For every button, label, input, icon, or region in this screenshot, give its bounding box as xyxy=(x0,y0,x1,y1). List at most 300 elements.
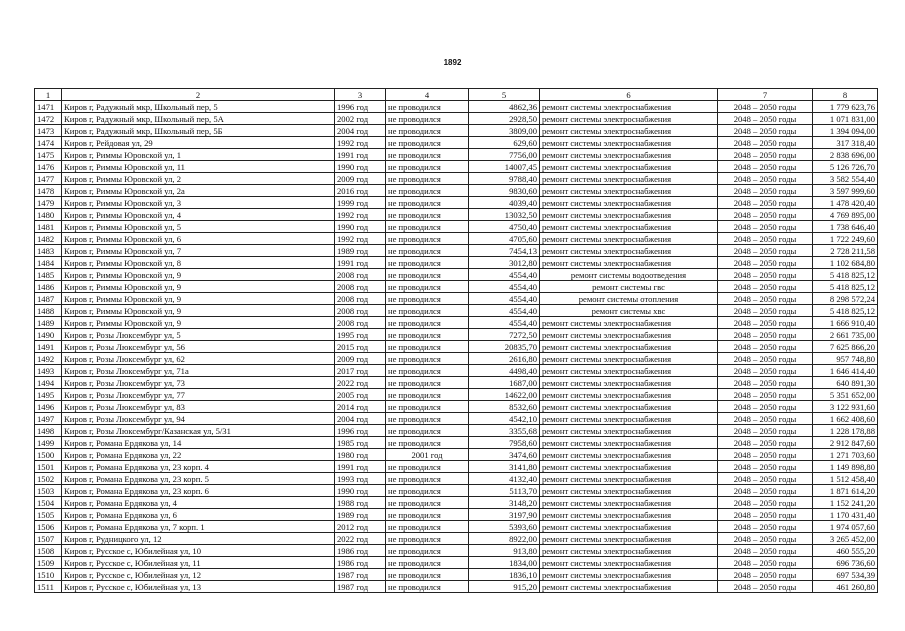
cell-cost: 3 597 999,60 xyxy=(813,185,878,197)
cell-address: Киров г, Риммы Юровской ул, 4 xyxy=(62,209,335,221)
cell-row-number: 1480 xyxy=(35,209,62,221)
cell-row-number: 1502 xyxy=(35,473,62,485)
cell-row-number: 1485 xyxy=(35,269,62,281)
cell-row-number: 1494 xyxy=(35,377,62,389)
cell-cost: 2 912 847,60 xyxy=(813,437,878,449)
cell-address: Киров г, Рейдовая ул, 29 xyxy=(62,137,335,149)
cell-area: 14007,45 xyxy=(469,161,540,173)
cell-construction-year: 1993 год xyxy=(335,473,386,485)
table-row xyxy=(35,581,878,593)
header-row xyxy=(35,89,878,101)
cell-last-repair-year: не проводился xyxy=(386,113,469,125)
cell-area: 5113,70 xyxy=(469,485,540,497)
cell-cost: 2 838 696,00 xyxy=(813,149,878,161)
cell-planned-period: 2048 – 2050 годы xyxy=(718,209,813,221)
cell-work-type: ремонт системы гвс xyxy=(540,281,718,293)
cell-last-repair-year: не проводился xyxy=(386,365,469,377)
table-row xyxy=(35,353,878,365)
cell-last-repair-year: не проводился xyxy=(386,545,469,557)
cell-planned-period: 2048 – 2050 годы xyxy=(718,245,813,257)
cell-construction-year: 1991 год xyxy=(335,257,386,269)
cell-area: 3474,60 xyxy=(469,449,540,461)
cell-area: 7454,13 xyxy=(469,245,540,257)
cell-area: 1687,00 xyxy=(469,377,540,389)
cell-work-type: ремонт системы электроснабжения xyxy=(540,545,718,557)
cell-planned-period: 2048 – 2050 годы xyxy=(718,221,813,233)
cell-area: 4554,40 xyxy=(469,281,540,293)
cell-area: 3141,80 xyxy=(469,461,540,473)
cell-work-type: ремонт системы электроснабжения xyxy=(540,149,718,161)
cell-area: 3012,80 xyxy=(469,257,540,269)
table-row xyxy=(35,329,878,341)
cell-address: Киров г, Риммы Юровской ул, 3 xyxy=(62,197,335,209)
table-row xyxy=(35,137,878,149)
cell-row-number: 1495 xyxy=(35,389,62,401)
cell-row-number: 1471 xyxy=(35,101,62,113)
cell-address: Киров г, Риммы Юровской ул, 2 xyxy=(62,173,335,185)
cell-row-number: 1503 xyxy=(35,485,62,497)
cell-work-type: ремонт системы электроснабжения xyxy=(540,221,718,233)
cell-work-type: ремонт системы электроснабжения xyxy=(540,365,718,377)
cell-cost: 317 318,40 xyxy=(813,137,878,149)
cell-address: Киров г, Радужный мкр, Школьный пер, 5А xyxy=(62,113,335,125)
cell-construction-year: 1996 год xyxy=(335,425,386,437)
table-row xyxy=(35,221,878,233)
cell-last-repair-year: не проводился xyxy=(386,137,469,149)
cell-last-repair-year: не проводился xyxy=(386,101,469,113)
cell-planned-period: 2048 – 2050 годы xyxy=(718,317,813,329)
cell-planned-period: 2048 – 2050 годы xyxy=(718,557,813,569)
cell-last-repair-year: 2001 год xyxy=(386,449,469,461)
cell-row-number: 1473 xyxy=(35,125,62,137)
cell-cost: 1 871 614,20 xyxy=(813,485,878,497)
cell-address: Киров г, Розы Люксембург ул, 56 xyxy=(62,341,335,353)
cell-planned-period: 2048 – 2050 годы xyxy=(718,509,813,521)
cell-address: Киров г, Розы Люксембург ул, 62 xyxy=(62,353,335,365)
cell-cost: 3 582 554,40 xyxy=(813,173,878,185)
cell-cost: 1 394 094,00 xyxy=(813,125,878,137)
cell-address: Киров г, Розы Люксембург ул, 83 xyxy=(62,401,335,413)
cell-construction-year: 2008 год xyxy=(335,269,386,281)
cell-planned-period: 2048 – 2050 годы xyxy=(718,173,813,185)
cell-cost: 2 728 211,58 xyxy=(813,245,878,257)
cell-address: Киров г, Риммы Юровской ул, 9 xyxy=(62,281,335,293)
cell-last-repair-year: не проводился xyxy=(386,125,469,137)
table-row xyxy=(35,317,878,329)
cell-planned-period: 2048 – 2050 годы xyxy=(718,257,813,269)
cell-planned-period: 2048 – 2050 годы xyxy=(718,233,813,245)
cell-area: 3809,00 xyxy=(469,125,540,137)
cell-cost: 1 170 431,40 xyxy=(813,509,878,521)
cell-construction-year: 1991 год xyxy=(335,149,386,161)
cell-row-number: 1490 xyxy=(35,329,62,341)
table-row xyxy=(35,245,878,257)
cell-planned-period: 2048 – 2050 годы xyxy=(718,413,813,425)
cell-cost: 8 298 572,24 xyxy=(813,293,878,305)
cell-construction-year: 2004 год xyxy=(335,125,386,137)
cell-cost: 1 228 178,88 xyxy=(813,425,878,437)
cell-address: Киров г, Риммы Юровской ул, 6 xyxy=(62,233,335,245)
cell-work-type: ремонт системы электроснабжения xyxy=(540,461,718,473)
cell-row-number: 1479 xyxy=(35,197,62,209)
cell-cost: 1 149 898,80 xyxy=(813,461,878,473)
cell-area: 4862,36 xyxy=(469,101,540,113)
cell-area: 4750,40 xyxy=(469,221,540,233)
cell-address: Киров г, Русское с, Юбилейная ул, 13 xyxy=(62,581,335,593)
cell-row-number: 1486 xyxy=(35,281,62,293)
table-row xyxy=(35,161,878,173)
cell-work-type: ремонт системы электроснабжения xyxy=(540,317,718,329)
cell-work-type: ремонт системы электроснабжения xyxy=(540,497,718,509)
table-row xyxy=(35,485,878,497)
cell-last-repair-year: не проводился xyxy=(386,533,469,545)
cell-construction-year: 2009 год xyxy=(335,353,386,365)
table-row xyxy=(35,413,878,425)
cell-planned-period: 2048 – 2050 годы xyxy=(718,581,813,593)
cell-planned-period: 2048 – 2050 годы xyxy=(718,125,813,137)
table-row xyxy=(35,401,878,413)
cell-last-repair-year: не проводился xyxy=(386,425,469,437)
cell-cost: 3 265 452,00 xyxy=(813,533,878,545)
table-row xyxy=(35,305,878,317)
column-header-5: 5 xyxy=(469,89,540,101)
cell-work-type: ремонт системы электроснабжения xyxy=(540,449,718,461)
page-number: 1892 xyxy=(443,58,462,67)
cell-cost: 1 271 703,60 xyxy=(813,449,878,461)
cell-cost: 5 418 825,12 xyxy=(813,305,878,317)
cell-row-number: 1498 xyxy=(35,425,62,437)
cell-row-number: 1474 xyxy=(35,137,62,149)
cell-planned-period: 2048 – 2050 годы xyxy=(718,329,813,341)
cell-work-type: ремонт системы электроснабжения xyxy=(540,425,718,437)
cell-row-number: 1505 xyxy=(35,509,62,521)
cell-row-number: 1483 xyxy=(35,245,62,257)
cell-construction-year: 1996 год xyxy=(335,101,386,113)
cell-construction-year: 2016 год xyxy=(335,185,386,197)
cell-last-repair-year: не проводился xyxy=(386,245,469,257)
cell-last-repair-year: не проводился xyxy=(386,329,469,341)
cell-area: 3197,90 xyxy=(469,509,540,521)
cell-row-number: 1501 xyxy=(35,461,62,473)
table-row xyxy=(35,269,878,281)
cell-area: 1836,10 xyxy=(469,569,540,581)
cell-work-type: ремонт системы электроснабжения xyxy=(540,533,718,545)
cell-work-type: ремонт системы электроснабжения xyxy=(540,329,718,341)
cell-work-type: ремонт системы отопления xyxy=(540,293,718,305)
cell-construction-year: 1986 год xyxy=(335,557,386,569)
cell-construction-year: 1995 год xyxy=(335,329,386,341)
cell-row-number: 1507 xyxy=(35,533,62,545)
cell-address: Киров г, Риммы Юровской ул, 11 xyxy=(62,161,335,173)
cell-address: Киров г, Радужный мкр, Школьный пер, 5 xyxy=(62,101,335,113)
cell-planned-period: 2048 – 2050 годы xyxy=(718,365,813,377)
cell-last-repair-year: не проводился xyxy=(386,389,469,401)
column-header-1: 1 xyxy=(35,89,62,101)
cell-area: 7958,60 xyxy=(469,437,540,449)
cell-planned-period: 2048 – 2050 годы xyxy=(718,113,813,125)
cell-construction-year: 2009 год xyxy=(335,173,386,185)
cell-area: 4498,40 xyxy=(469,365,540,377)
table-row xyxy=(35,425,878,437)
column-header-3: 3 xyxy=(335,89,386,101)
cell-planned-period: 2048 – 2050 годы xyxy=(718,569,813,581)
table-row xyxy=(35,113,878,125)
cell-construction-year: 2008 год xyxy=(335,317,386,329)
cell-last-repair-year: не проводился xyxy=(386,413,469,425)
cell-work-type: ремонт системы электроснабжения xyxy=(540,473,718,485)
cell-address: Киров г, Розы Люксембург ул, 5 xyxy=(62,329,335,341)
cell-work-type: ремонт системы электроснабжения xyxy=(540,209,718,221)
cell-work-type: ремонт системы электроснабжения xyxy=(540,413,718,425)
cell-planned-period: 2048 – 2050 годы xyxy=(718,161,813,173)
cell-address: Киров г, Розы Люксембург ул, 94 xyxy=(62,413,335,425)
cell-row-number: 1487 xyxy=(35,293,62,305)
cell-row-number: 1475 xyxy=(35,149,62,161)
cell-row-number: 1493 xyxy=(35,365,62,377)
cell-planned-period: 2048 – 2050 годы xyxy=(718,425,813,437)
cell-planned-period: 2048 – 2050 годы xyxy=(718,545,813,557)
cell-planned-period: 2048 – 2050 годы xyxy=(718,377,813,389)
table-row xyxy=(35,281,878,293)
cell-cost: 1 974 057,60 xyxy=(813,521,878,533)
cell-construction-year: 2004 год xyxy=(335,413,386,425)
repair-schedule-table xyxy=(34,88,878,593)
table-row xyxy=(35,293,878,305)
cell-cost: 1 152 241,20 xyxy=(813,497,878,509)
cell-construction-year: 1992 год xyxy=(335,137,386,149)
cell-address: Киров г, Риммы Юровской ул, 7 xyxy=(62,245,335,257)
table-row xyxy=(35,497,878,509)
cell-address: Киров г, Риммы Юровской ул, 1 xyxy=(62,149,335,161)
cell-row-number: 1497 xyxy=(35,413,62,425)
cell-cost: 1 779 623,76 xyxy=(813,101,878,113)
cell-address: Киров г, Романа Ердякова ул, 6 xyxy=(62,509,335,521)
cell-area: 2616,80 xyxy=(469,353,540,365)
cell-planned-period: 2048 – 2050 годы xyxy=(718,497,813,509)
cell-address: Киров г, Рудницкого ул, 12 xyxy=(62,533,335,545)
cell-area: 8922,00 xyxy=(469,533,540,545)
cell-work-type: ремонт системы электроснабжения xyxy=(540,185,718,197)
cell-address: Киров г, Риммы Юровской ул, 8 xyxy=(62,257,335,269)
cell-planned-period: 2048 – 2050 годы xyxy=(718,485,813,497)
cell-cost: 1 722 249,60 xyxy=(813,233,878,245)
cell-last-repair-year: не проводился xyxy=(386,257,469,269)
column-header-2: 2 xyxy=(62,89,335,101)
cell-planned-period: 2048 – 2050 годы xyxy=(718,449,813,461)
cell-last-repair-year: не проводился xyxy=(386,401,469,413)
cell-row-number: 1492 xyxy=(35,353,62,365)
cell-planned-period: 2048 – 2050 годы xyxy=(718,149,813,161)
cell-cost: 1 102 684,80 xyxy=(813,257,878,269)
cell-work-type: ремонт системы электроснабжения xyxy=(540,437,718,449)
cell-construction-year: 1980 год xyxy=(335,449,386,461)
cell-planned-period: 2048 – 2050 годы xyxy=(718,521,813,533)
cell-last-repair-year: не проводился xyxy=(386,557,469,569)
cell-work-type: ремонт системы электроснабжения xyxy=(540,161,718,173)
cell-area: 14622,00 xyxy=(469,389,540,401)
cell-planned-period: 2048 – 2050 годы xyxy=(718,401,813,413)
table-row xyxy=(35,233,878,245)
column-header-6: 6 xyxy=(540,89,718,101)
table-row xyxy=(35,101,878,113)
cell-address: Киров г, Романа Ердякова ул, 14 xyxy=(62,437,335,449)
cell-cost: 1 646 414,40 xyxy=(813,365,878,377)
table-row xyxy=(35,389,878,401)
cell-area: 915,20 xyxy=(469,581,540,593)
cell-planned-period: 2048 – 2050 годы xyxy=(718,197,813,209)
cell-area: 4542,10 xyxy=(469,413,540,425)
cell-last-repair-year: не проводился xyxy=(386,197,469,209)
table-row xyxy=(35,173,878,185)
cell-work-type: ремонт системы электроснабжения xyxy=(540,557,718,569)
table-row xyxy=(35,341,878,353)
cell-last-repair-year: не проводился xyxy=(386,221,469,233)
cell-construction-year: 1992 год xyxy=(335,233,386,245)
cell-work-type: ремонт системы электроснабжения xyxy=(540,233,718,245)
cell-row-number: 1484 xyxy=(35,257,62,269)
cell-work-type: ремонт системы электроснабжения xyxy=(540,509,718,521)
table-row xyxy=(35,533,878,545)
cell-construction-year: 2008 год xyxy=(335,293,386,305)
table-header xyxy=(35,89,878,101)
table-body xyxy=(35,101,878,593)
table-row xyxy=(35,185,878,197)
cell-address: Киров г, Радужный мкр, Школьный пер, 5Б xyxy=(62,125,335,137)
cell-construction-year: 1989 год xyxy=(335,509,386,521)
cell-address: Киров г, Романа Ердякова ул, 23 корп. 5 xyxy=(62,473,335,485)
cell-construction-year: 1988 год xyxy=(335,497,386,509)
cell-work-type: ремонт системы водоотведения xyxy=(540,269,718,281)
cell-row-number: 1499 xyxy=(35,437,62,449)
cell-row-number: 1491 xyxy=(35,341,62,353)
cell-address: Киров г, Розы Люксембург ул, 77 xyxy=(62,389,335,401)
cell-cost: 1 662 408,60 xyxy=(813,413,878,425)
cell-cost: 640 891,30 xyxy=(813,377,878,389)
cell-cost: 7 625 866,20 xyxy=(813,341,878,353)
table-row xyxy=(35,449,878,461)
cell-address: Киров г, Романа Ердякова ул, 7 корп. 1 xyxy=(62,521,335,533)
cell-area: 9788,40 xyxy=(469,173,540,185)
cell-cost: 5 126 726,70 xyxy=(813,161,878,173)
table-row xyxy=(35,209,878,221)
cell-cost: 1 478 420,40 xyxy=(813,197,878,209)
cell-row-number: 1481 xyxy=(35,221,62,233)
cell-construction-year: 2014 год xyxy=(335,401,386,413)
cell-construction-year: 1985 год xyxy=(335,437,386,449)
cell-last-repair-year: не проводился xyxy=(386,233,469,245)
cell-last-repair-year: не проводился xyxy=(386,209,469,221)
cell-construction-year: 2022 год xyxy=(335,377,386,389)
cell-work-type: ремонт системы электроснабжения xyxy=(540,401,718,413)
cell-work-type: ремонт системы электроснабжения xyxy=(540,137,718,149)
table-row xyxy=(35,365,878,377)
cell-work-type: ремонт системы электроснабжения xyxy=(540,389,718,401)
cell-cost: 461 260,80 xyxy=(813,581,878,593)
cell-last-repair-year: не проводился xyxy=(386,353,469,365)
cell-address: Киров г, Русское с, Юбилейная ул, 10 xyxy=(62,545,335,557)
cell-address: Киров г, Риммы Юровской ул, 9 xyxy=(62,305,335,317)
table-row xyxy=(35,257,878,269)
cell-construction-year: 2022 год xyxy=(335,533,386,545)
cell-area: 4554,40 xyxy=(469,269,540,281)
cell-planned-period: 2048 – 2050 годы xyxy=(718,461,813,473)
cell-address: Киров г, Риммы Юровской ул, 9 xyxy=(62,293,335,305)
cell-last-repair-year: не проводился xyxy=(386,305,469,317)
column-header-4: 4 xyxy=(386,89,469,101)
cell-cost: 1 071 831,00 xyxy=(813,113,878,125)
cell-work-type: ремонт системы электроснабжения xyxy=(540,353,718,365)
cell-address: Киров г, Риммы Юровской ул, 9 xyxy=(62,269,335,281)
cell-last-repair-year: не проводился xyxy=(386,281,469,293)
cell-cost: 3 122 931,60 xyxy=(813,401,878,413)
cell-last-repair-year: не проводился xyxy=(386,341,469,353)
column-header-8: 8 xyxy=(813,89,878,101)
cell-address: Киров г, Романа Ердякова ул, 23 корп. 6 xyxy=(62,485,335,497)
cell-row-number: 1482 xyxy=(35,233,62,245)
cell-last-repair-year: не проводился xyxy=(386,161,469,173)
cell-cost: 1 512 458,40 xyxy=(813,473,878,485)
cell-construction-year: 1987 год xyxy=(335,581,386,593)
table-row xyxy=(35,125,878,137)
cell-address: Киров г, Риммы Юровской ул, 9 xyxy=(62,317,335,329)
cell-construction-year: 1990 год xyxy=(335,221,386,233)
cell-row-number: 1496 xyxy=(35,401,62,413)
cell-construction-year: 1989 год xyxy=(335,245,386,257)
cell-address: Киров г, Розы Люксембург ул, 71а xyxy=(62,365,335,377)
cell-construction-year: 2002 год xyxy=(335,113,386,125)
cell-planned-period: 2048 – 2050 годы xyxy=(718,281,813,293)
cell-planned-period: 2048 – 2050 годы xyxy=(718,185,813,197)
cell-last-repair-year: не проводился xyxy=(386,521,469,533)
cell-area: 4132,40 xyxy=(469,473,540,485)
column-header-7: 7 xyxy=(718,89,813,101)
table-row xyxy=(35,557,878,569)
cell-planned-period: 2048 – 2050 годы xyxy=(718,341,813,353)
cell-area: 7272,50 xyxy=(469,329,540,341)
cell-work-type: ремонт системы хвс xyxy=(540,305,718,317)
cell-last-repair-year: не проводился xyxy=(386,173,469,185)
cell-row-number: 1506 xyxy=(35,521,62,533)
cell-row-number: 1488 xyxy=(35,305,62,317)
cell-work-type: ремонт системы электроснабжения xyxy=(540,521,718,533)
cell-cost: 460 555,20 xyxy=(813,545,878,557)
cell-area: 2928,50 xyxy=(469,113,540,125)
cell-address: Киров г, Романа Ердякова ул, 4 xyxy=(62,497,335,509)
cell-area: 4554,40 xyxy=(469,293,540,305)
cell-last-repair-year: не проводился xyxy=(386,149,469,161)
cell-cost: 5 351 652,00 xyxy=(813,389,878,401)
cell-work-type: ремонт системы электроснабжения xyxy=(540,377,718,389)
cell-cost: 2 661 735,00 xyxy=(813,329,878,341)
cell-area: 8532,60 xyxy=(469,401,540,413)
table-row xyxy=(35,521,878,533)
cell-last-repair-year: не проводился xyxy=(386,581,469,593)
cell-area: 13032,50 xyxy=(469,209,540,221)
cell-last-repair-year: не проводился xyxy=(386,293,469,305)
table-row xyxy=(35,473,878,485)
cell-planned-period: 2048 – 2050 годы xyxy=(718,137,813,149)
cell-planned-period: 2048 – 2050 годы xyxy=(718,533,813,545)
cell-last-repair-year: не проводился xyxy=(386,569,469,581)
table-row xyxy=(35,377,878,389)
cell-cost: 1 738 646,40 xyxy=(813,221,878,233)
cell-work-type: ремонт системы электроснабжения xyxy=(540,101,718,113)
cell-area: 4705,60 xyxy=(469,233,540,245)
cell-construction-year: 1992 год xyxy=(335,209,386,221)
cell-area: 913,80 xyxy=(469,545,540,557)
cell-cost: 5 418 825,12 xyxy=(813,269,878,281)
cell-construction-year: 1990 год xyxy=(335,161,386,173)
